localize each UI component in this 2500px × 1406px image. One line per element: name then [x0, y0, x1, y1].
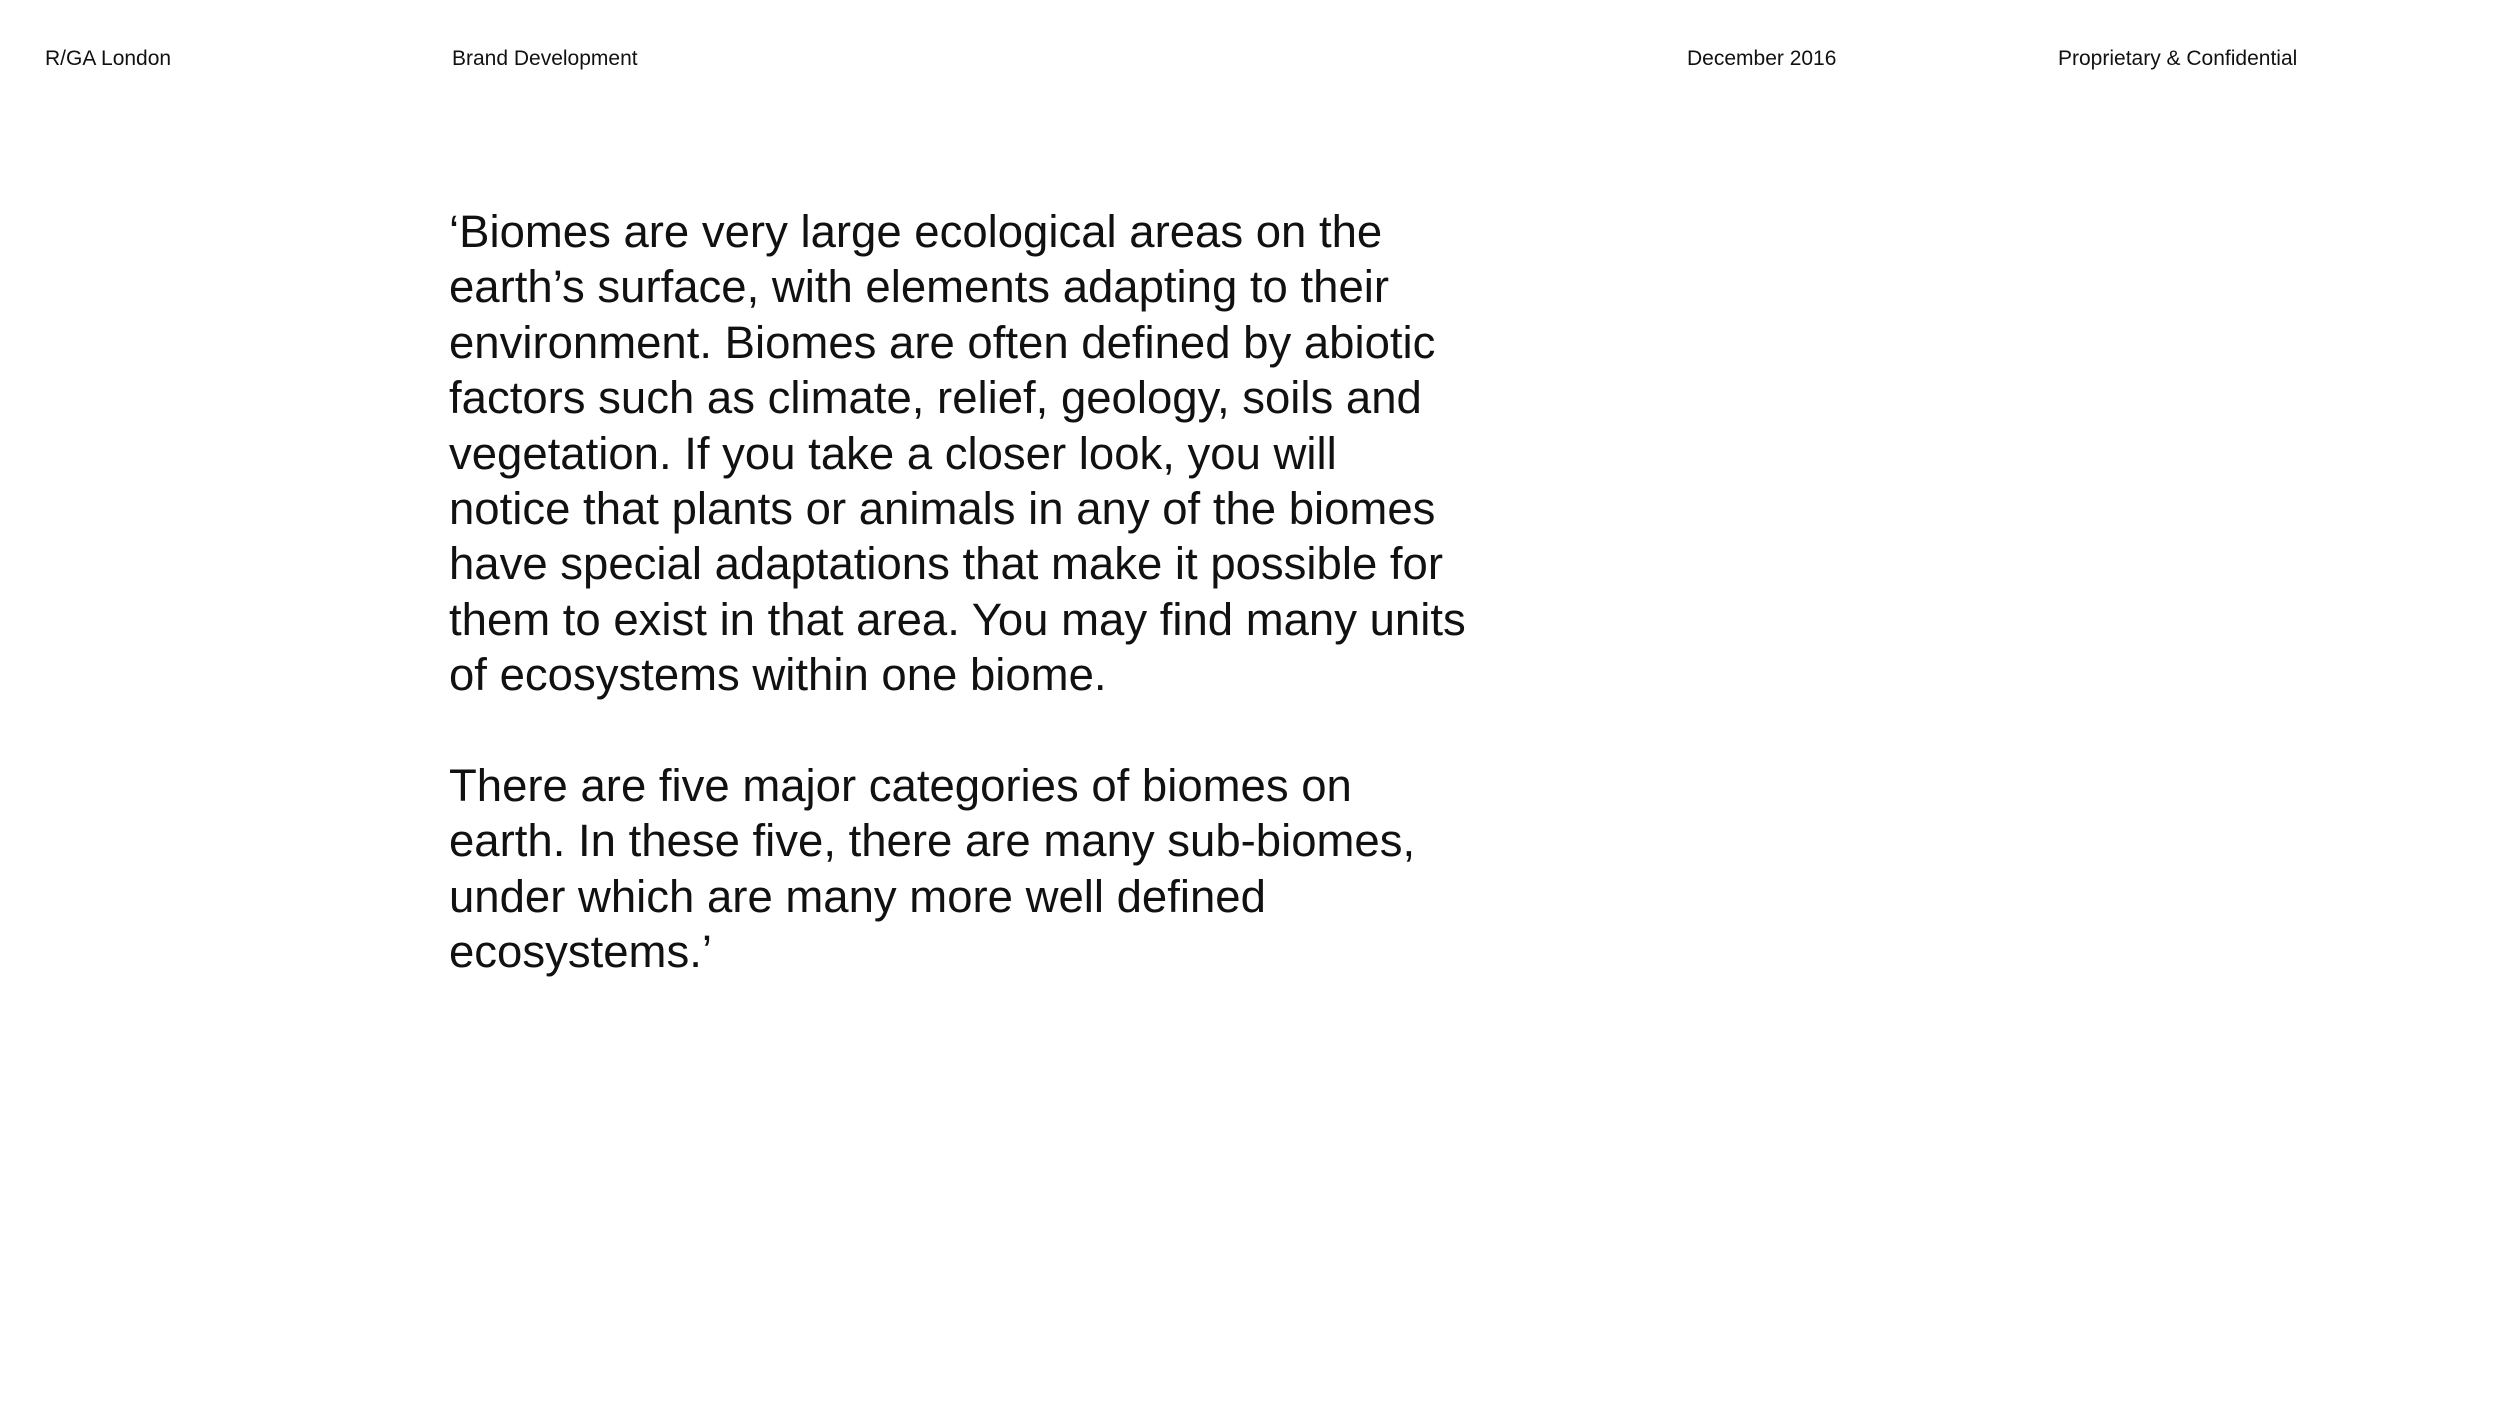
quote-line: of ecosystems within one biome.: [449, 649, 1107, 701]
quote-line: environment. Biomes are often defined by abiotic: [449, 316, 1436, 368]
header-project: Brand Development: [452, 47, 638, 70]
quote-line: earth’s surface, with elements adapting to their: [449, 261, 1390, 313]
quote-line: earth. In these five, there are many sub-biomes,: [449, 815, 1416, 867]
quote-line: There are five major categories of biomes on: [449, 760, 1352, 812]
quote-line: ‘Biomes are very large ecological areas on the: [449, 206, 1383, 257]
quote-line: under which are many more well defined: [449, 870, 1266, 922]
quote-paragraph-2: [449, 758, 1529, 980]
quote-line: vegetation. If you take a closer look, you will: [449, 427, 1337, 479]
header-date: December 2016: [1687, 47, 1837, 70]
header-organization: R/GA London: [45, 47, 172, 70]
quote-line: them to exist in that area. You may find many units: [449, 593, 1466, 645]
quote-line: ecosystems.’: [449, 926, 712, 978]
quote-paragraph-1: [449, 204, 1529, 703]
header-confidentiality: Proprietary & Confidential: [2058, 47, 2298, 70]
quote-line: factors such as climate, relief, geology, soils and: [449, 372, 1422, 424]
quote-line: notice that plants or animals in any of the biomes: [449, 483, 1436, 535]
quote-block: [449, 204, 1529, 980]
quote-line: have special adaptations that make it possible for: [449, 538, 1444, 590]
